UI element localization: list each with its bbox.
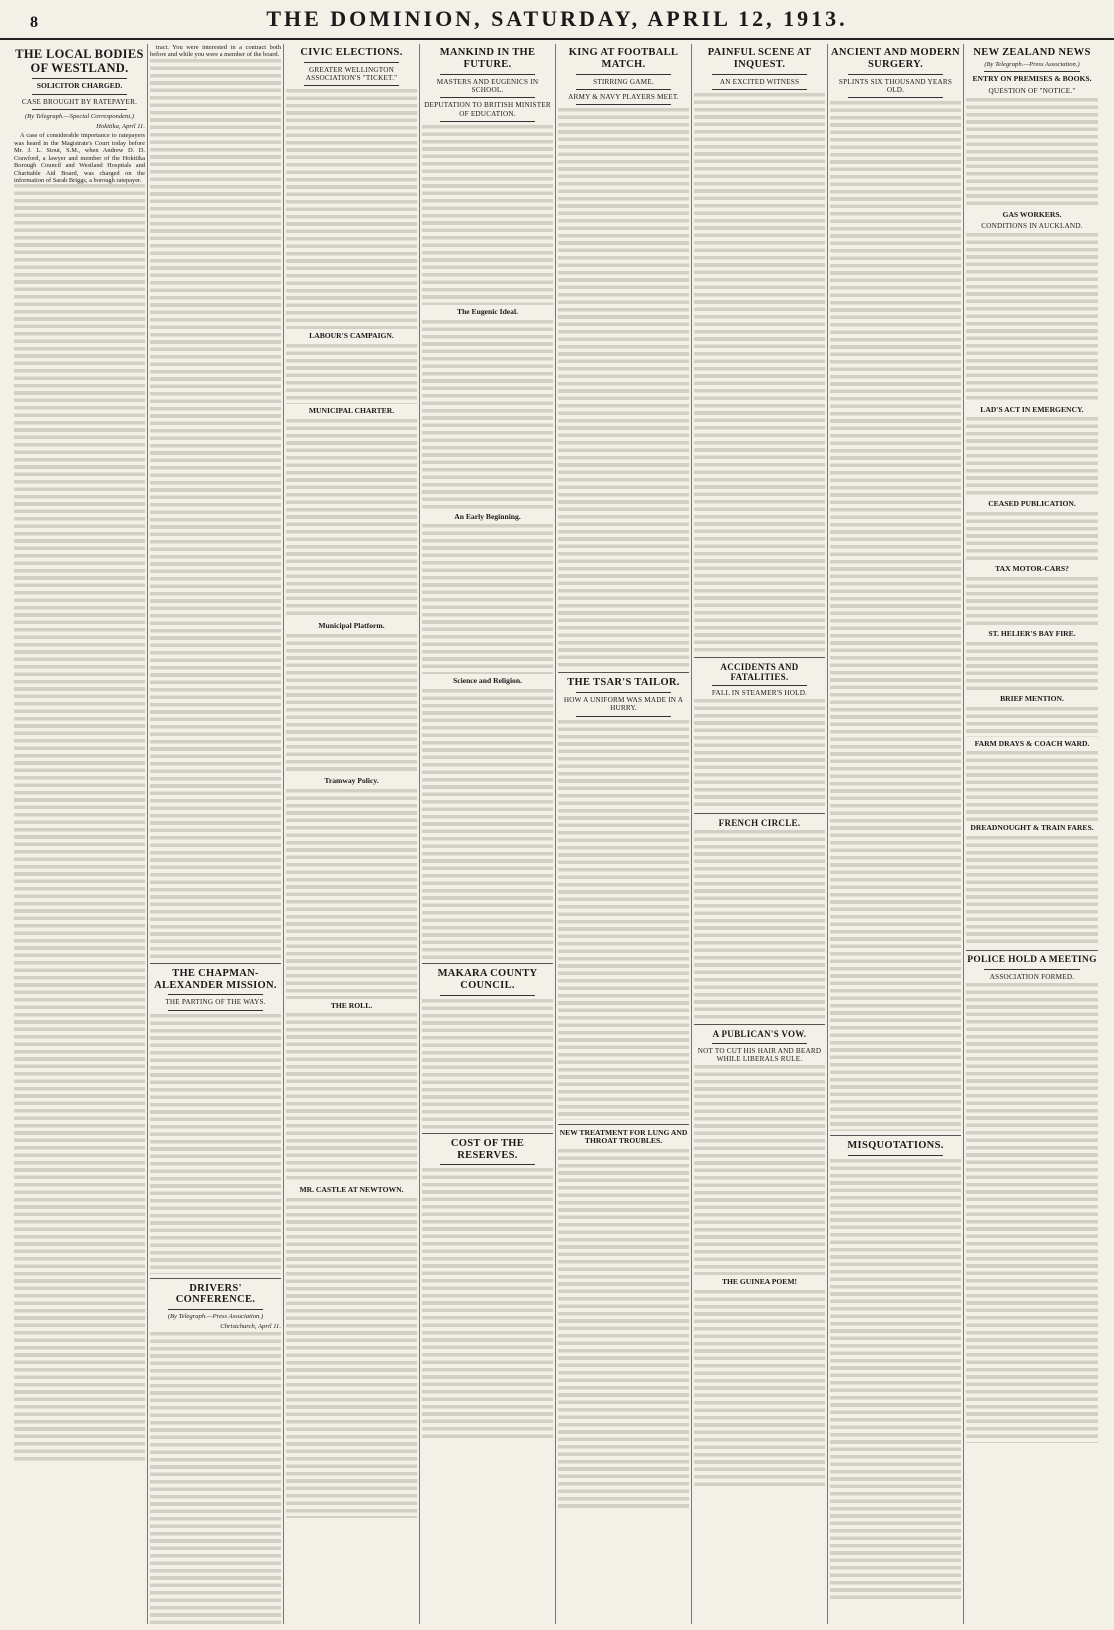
headline-accidents: ACCIDENTS AND FATALITIES. [720, 661, 799, 682]
subhead-deputation: DEPUTATION TO BRITISH MINISTER OF EDUCATION. [424, 101, 551, 118]
article-body-text [286, 1198, 417, 1518]
headline-nz-news: NEW ZEALAND NEWS [973, 47, 1091, 58]
subhead-ceased: CEASED PUBLICATION. [988, 499, 1076, 509]
article-body-text [558, 108, 689, 668]
column-5 [556, 44, 692, 1624]
article-body-text [830, 1159, 961, 1599]
subhead-parting: THE PARTING OF THE WAYS. [165, 998, 266, 1007]
subhead-science: Science and Religion. [453, 676, 522, 686]
article-body-text [286, 1013, 417, 1183]
article-body-text [422, 1168, 553, 1438]
article-body-text [14, 184, 145, 1464]
article-body-text [966, 983, 1098, 1443]
page-columns [12, 44, 1108, 1624]
dateline: (By Telegraph.—Press Association.) [167, 1313, 264, 1321]
article-body-text [422, 999, 553, 1129]
headline-king-football: KING AT FOOTBALL MATCH. [568, 47, 679, 70]
subhead-farm-drays: FARM DRAYS & COACH WARD. [974, 738, 1090, 748]
article-body-text [286, 89, 417, 329]
headline-surgery: ANCIENT AND MODERN SURGERY. [831, 47, 960, 70]
article-body-text [558, 720, 689, 1120]
article-body-text [966, 751, 1098, 821]
headline-publican: A PUBLICAN'S VOW. [712, 1029, 807, 1040]
article-body-text [694, 830, 825, 1020]
subhead-vow: NOT TO CUT HIS HAIR AND BEARD WHILE LIBERALS RULE. [697, 1046, 822, 1063]
subhead-platform: Municipal Platform. [318, 621, 385, 631]
subhead-lung-treatment: NEW TREATMENT FOR LUNG AND THROAT TROUBLES. [559, 1127, 688, 1146]
article-body-text [150, 1014, 281, 1274]
article-body-text [694, 1290, 825, 1490]
article-body-text [830, 101, 961, 1131]
article-body-text [966, 577, 1098, 627]
headline-mission: THE CHAPMAN-ALEXANDER MISSION. [154, 967, 277, 991]
subhead-army-navy: ARMY & NAVY PLAYERS MEET. [568, 92, 679, 101]
column-6 [692, 44, 828, 1624]
headline-drivers: DRIVERS' CONFERENCE. [175, 1282, 256, 1306]
subhead-roll: THE ROLL. [330, 1000, 373, 1010]
subhead-entry: ENTRY ON PREMISES & BOOKS. [972, 74, 1092, 84]
headline-french-circle: FRENCH CIRCLE. [718, 818, 801, 829]
article-continued: tract. You were interested in a contract both before and while you were a member of the board. [150, 44, 281, 59]
article-body-text [966, 512, 1098, 562]
subhead-beginning: An Early Beginning. [454, 511, 521, 521]
headline-local-bodies: THE LOCAL BODIES OF WESTLAND. [15, 47, 144, 75]
subhead-brief: BRIEF MENTION. [1000, 693, 1064, 703]
subhead-splints: SPLINTS SIX THOUSAND YEARS OLD. [838, 77, 953, 94]
article-body-text [966, 642, 1098, 692]
column-8 [964, 44, 1100, 1624]
subhead-tax-motor: TAX MOTOR-CARS? [995, 564, 1069, 574]
article-body-text [966, 98, 1098, 208]
headline-tsar-tailor: THE TSAR'S TAILOR. [567, 677, 680, 689]
subhead-solicitor: SOLICITOR CHARGED. [36, 81, 123, 90]
subhead-witness: AN EXCITED WITNESS [719, 77, 800, 86]
article-body-text [966, 707, 1098, 737]
subhead-guinea-poem: THE GUINEA POEM! [721, 1277, 798, 1287]
headline-inquest: PAINFUL SCENE AT INQUEST. [707, 47, 812, 70]
subhead-eugenics: MASTERS AND EUGENICS IN SCHOOL. [436, 77, 539, 94]
subhead-ratepayer: CASE BROUGHT BY RATEPAYER. [21, 97, 138, 106]
subhead-gas-workers: GAS WORKERS. [1002, 209, 1062, 219]
subhead-conditions: CONDITIONS IN AUCKLAND. [981, 222, 1083, 231]
article-body-text [286, 789, 417, 999]
article-body-text [558, 1149, 689, 1509]
column-2 [148, 44, 284, 1624]
dateline: (By Telegraph.—Special Correspondent.) [24, 113, 135, 121]
article-body-text [694, 699, 825, 809]
newspaper-title: THE DOMINION, SATURDAY, APRIL 12, 1913. [266, 6, 848, 31]
headline-civic: CIVIC ELECTIONS. [300, 47, 403, 58]
subhead-lads-act: LAD'S ACT IN EMERGENCY. [980, 404, 1084, 414]
column-3 [284, 44, 420, 1624]
article-body-text [422, 125, 553, 305]
article-body-text [694, 1065, 825, 1275]
subhead-association: ASSOCIATION FORMED. [989, 972, 1075, 981]
page-number: 8 [30, 14, 38, 31]
article-body-text [286, 344, 417, 404]
column-1 [12, 44, 148, 1624]
article-body-text [966, 836, 1098, 946]
masthead [0, 0, 1114, 40]
column-7 [828, 44, 964, 1624]
subhead-charter: MUNICIPAL CHARTER. [308, 406, 395, 416]
subhead-steamer: FALL IN STEAMER'S HOLD. [711, 689, 808, 697]
article-body-text [286, 419, 417, 619]
subhead-fire: ST. HELIER'S BAY FIRE. [988, 629, 1076, 639]
place-date: Christchurch, April 11. [220, 1322, 281, 1330]
headline-misquotations: MISQUOTATIONS. [847, 1140, 944, 1152]
article-lead: A case of considerable importance to ratepayers was heard in the Magistrate's Court today before Mr. J. L. Stout, S.M., when Andrew D. D. Crawford, a lawyer and member of the Hokitika Borough Council and Westland Hospitals and Charitable Aid Board, was charged on the information of Sarah Briggs, a borough ratepayer. [14, 132, 145, 184]
dateline: (By Telegraph.—Press Association.) [984, 60, 1080, 68]
subhead-ideal: The Eugenic Ideal. [457, 306, 518, 316]
subhead-stirring: STIRRING GAME. [593, 77, 654, 86]
headline-reserves: COST OF THE RESERVES. [450, 1137, 525, 1161]
subhead-castle: MR. CASTLE AT NEWTOWN. [299, 1185, 404, 1195]
article-body-text [150, 59, 281, 959]
article-body-text [966, 417, 1098, 497]
article-body-text [422, 524, 553, 674]
article-body-text [422, 689, 553, 959]
subhead-tramway: Tramway Policy. [324, 775, 379, 785]
column-4 [420, 44, 556, 1624]
article-body-text [422, 320, 553, 510]
subhead-uniform: HOW A UNIFORM WAS MADE IN A HURRY. [563, 695, 684, 713]
article-body-text [150, 1332, 281, 1624]
subhead-notice: QUESTION OF "NOTICE." [988, 87, 1076, 96]
headline-makara: MAKARA COUNTY COUNCIL. [437, 968, 538, 992]
subhead-greater-wellington: GREATER WELLINGTON ASSOCIATION'S "TICKET." [305, 65, 398, 83]
place-date: Hokitika, April 11. [96, 122, 145, 130]
article-body-text [286, 634, 417, 774]
article-body-text [966, 233, 1098, 403]
article-body-text [694, 93, 825, 653]
headline-mankind: MANKIND IN THE FUTURE. [439, 47, 536, 70]
subhead-labour: LABOUR'S CAMPAIGN. [309, 331, 394, 341]
headline-police-meeting: POLICE HOLD A MEETING [967, 955, 1097, 966]
subhead-dreadnought: DREADNOUGHT & TRAIN FARES. [970, 823, 1094, 833]
